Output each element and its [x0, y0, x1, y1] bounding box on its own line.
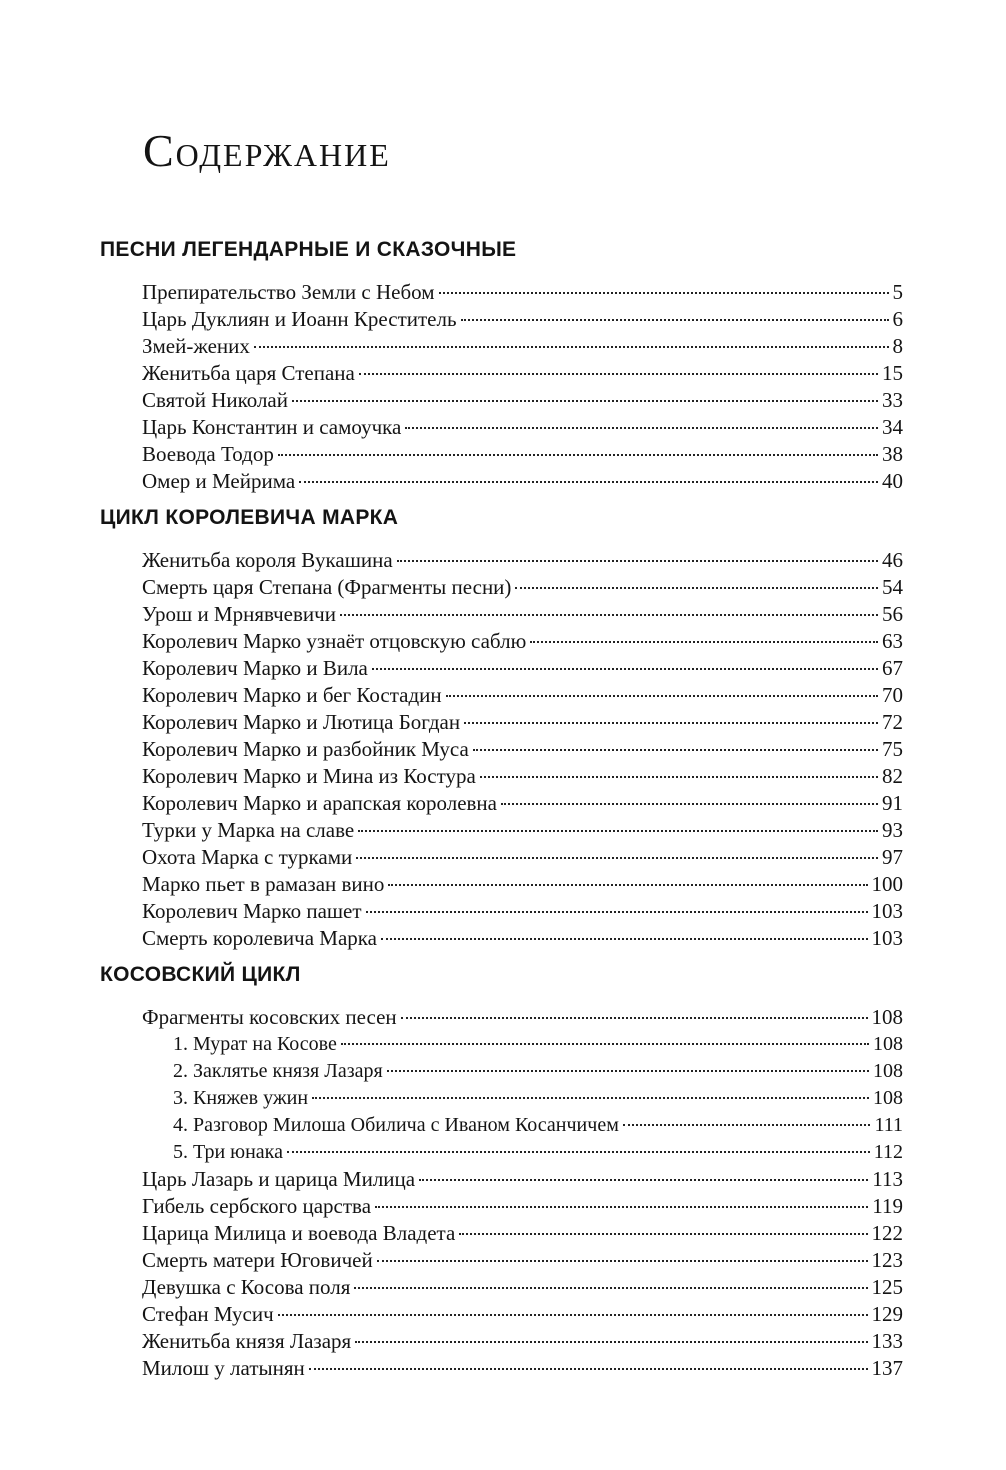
entry-title: Девушка с Косова поля [142, 1275, 351, 1299]
page-number: 108 [873, 1087, 903, 1109]
page-number: 82 [882, 764, 903, 788]
toc-subentry[interactable] [100, 1112, 903, 1139]
toc-entry[interactable] [100, 925, 903, 952]
section-heading: КОСОВСКИЙ ЦИКЛ [100, 963, 301, 986]
dot-leader [464, 722, 878, 724]
entry-title: Смерть королевича Марка [142, 926, 377, 950]
dot-leader [278, 1314, 868, 1316]
toc-entry[interactable] [100, 360, 903, 387]
page-number: 15 [882, 361, 903, 385]
dot-leader [299, 481, 878, 483]
page-title: Содержание [143, 125, 391, 176]
page-number: 6 [892, 307, 903, 331]
toc-entry[interactable] [100, 898, 903, 925]
entry-title: Гибель сербского царства [142, 1194, 372, 1218]
page-number: 137 [871, 1356, 903, 1380]
entry-title: Турки у Марка на славе [142, 818, 355, 842]
dot-leader [359, 373, 878, 375]
page-number: 113 [872, 1167, 903, 1191]
entry-title: Женитьба царя Степана [142, 361, 355, 385]
toc-entry[interactable] [100, 574, 903, 601]
entry-title: Омер и Мейрима [142, 469, 296, 493]
toc-entry[interactable] [100, 1355, 903, 1382]
entry-title: Королевич Марко пашет [142, 899, 362, 923]
toc-section [100, 504, 903, 952]
toc-entry[interactable] [100, 709, 903, 736]
toc-subentry[interactable] [100, 1058, 903, 1085]
entry-title: Царь Лазарь и царица Милица [142, 1167, 416, 1191]
page-number: 125 [871, 1275, 903, 1299]
dot-leader [278, 454, 878, 456]
page-number: 46 [882, 548, 903, 572]
dot-leader [340, 614, 878, 616]
entry-title: Королевич Марко и разбойник Муса [142, 737, 469, 761]
page-number: 108 [873, 1060, 903, 1082]
toc-entry[interactable] [100, 1247, 903, 1274]
dot-leader [473, 749, 878, 751]
dot-leader [254, 346, 889, 348]
page-number: 40 [882, 469, 903, 493]
dot-leader [480, 776, 878, 778]
dot-leader [419, 1179, 868, 1181]
page-number: 38 [882, 442, 903, 466]
toc-entry[interactable] [100, 1301, 903, 1328]
entry-title: 1. Мурат на Косове [173, 1033, 337, 1055]
dot-leader [387, 1070, 869, 1072]
toc-entry[interactable] [100, 387, 903, 414]
toc-entry[interactable] [100, 655, 903, 682]
dot-leader [397, 560, 878, 562]
dot-leader [356, 857, 878, 859]
toc-entry[interactable] [100, 1274, 903, 1301]
page-number: 103 [871, 899, 903, 923]
table-of-contents [100, 236, 903, 1382]
dot-leader [354, 1287, 867, 1289]
entry-title: Королевич Марко и Мина из Костура [142, 764, 476, 788]
section-heading: ЦИКЛ КОРОЛЕВИЧА МАРКА [100, 506, 399, 529]
toc-entry[interactable] [100, 1220, 903, 1247]
toc-subentry[interactable] [100, 1085, 903, 1112]
page-number: 119 [872, 1194, 903, 1218]
page-number: 108 [871, 1005, 903, 1029]
entry-title: Змей-жених [142, 334, 250, 358]
toc-entry[interactable] [100, 601, 903, 628]
dot-leader [530, 641, 878, 643]
dot-leader [287, 1151, 870, 1153]
page-number: 75 [882, 737, 903, 761]
dot-leader [459, 1233, 867, 1235]
entry-title: Смерть царя Степана (Фрагменты песни) [142, 575, 512, 599]
page-number: 133 [871, 1329, 903, 1353]
dot-leader [401, 1017, 868, 1019]
toc-section [100, 961, 903, 1382]
page-number: 129 [871, 1302, 903, 1326]
entry-title: Женитьба короля Вукашина [142, 548, 393, 572]
toc-subentry[interactable] [100, 1139, 903, 1166]
page-number: 63 [882, 629, 903, 653]
entry-title: Охота Марка с турками [142, 845, 353, 869]
toc-entry[interactable] [100, 1166, 903, 1193]
entry-title: Святой Николай [142, 388, 288, 412]
dot-leader [366, 911, 868, 913]
dot-leader [388, 884, 867, 886]
dot-leader [439, 292, 889, 294]
entry-title: Королевич Марко и арапская королевна [142, 791, 497, 815]
entry-title: Царь Константин и самоучка [142, 415, 402, 439]
dot-leader [461, 319, 889, 321]
toc-entry[interactable] [100, 333, 903, 360]
toc-entry[interactable] [100, 763, 903, 790]
page-number: 54 [882, 575, 903, 599]
toc-entry[interactable] [100, 547, 903, 574]
dot-leader [446, 695, 878, 697]
toc-entry[interactable] [100, 736, 903, 763]
toc-section [100, 236, 903, 495]
page-number: 93 [882, 818, 903, 842]
page-number: 56 [882, 602, 903, 626]
dot-leader [623, 1124, 871, 1126]
entry-title: Царь Дуклиян и Иоанн Креститель [142, 307, 457, 331]
toc-entry[interactable] [100, 1193, 903, 1220]
toc-entry[interactable] [100, 790, 903, 817]
page-number: 112 [873, 1141, 903, 1163]
dot-leader [309, 1368, 868, 1370]
page-number: 97 [882, 845, 903, 869]
entry-title: 2. Заклятье князя Лазаря [173, 1060, 383, 1082]
section-heading: ПЕСНИ ЛЕГЕНДАРНЫЕ И СКАЗОЧНЫЕ [100, 238, 517, 261]
entry-title: 4. Разговор Милоша Обилича с Иваном Косанчичем [173, 1114, 619, 1136]
entry-title: 3. Княжев ужин [173, 1087, 309, 1109]
entry-title: Урош и Мрнявчевичи [142, 602, 336, 626]
toc-entry[interactable] [100, 306, 903, 333]
toc-entry[interactable] [100, 1004, 903, 1031]
page-number: 8 [892, 334, 903, 358]
page-number: 108 [873, 1033, 903, 1055]
entry-title: Королевич Марко и бег Костадин [142, 683, 442, 707]
dot-leader [292, 400, 878, 402]
entry-title: Королевич Марко узнаёт отцовскую саблю [142, 629, 527, 653]
toc-entry[interactable] [100, 628, 903, 655]
toc-subentry[interactable] [100, 1031, 903, 1058]
dot-leader [372, 668, 878, 670]
dot-leader [312, 1097, 869, 1099]
entry-title: Стефан Мусич [142, 1302, 274, 1326]
entry-title: Смерть матери Юговичей [142, 1248, 373, 1272]
toc-entry[interactable] [100, 682, 903, 709]
toc-entry[interactable] [100, 844, 903, 871]
page-number: 123 [871, 1248, 903, 1272]
page-number: 34 [882, 415, 903, 439]
dot-leader [375, 1206, 868, 1208]
entry-title: Милош у латынян [142, 1356, 305, 1380]
toc-entry[interactable] [100, 817, 903, 844]
dot-leader [358, 830, 878, 832]
dot-leader [381, 938, 868, 940]
entry-title: Царица Милица и воевода Владета [142, 1221, 456, 1245]
page-number: 111 [874, 1114, 903, 1136]
entry-title: Марко пьет в рамазан вино [142, 872, 385, 896]
page-number: 67 [882, 656, 903, 680]
page-number: 5 [892, 280, 903, 304]
page-number: 33 [882, 388, 903, 412]
page-number: 91 [882, 791, 903, 815]
entry-title: Воевода Тодор [142, 442, 274, 466]
dot-leader [355, 1341, 867, 1343]
page-number: 72 [882, 710, 903, 734]
toc-entry[interactable] [100, 468, 903, 495]
entry-title: 5. Три юнака [173, 1141, 283, 1163]
dot-leader [377, 1260, 868, 1262]
page-number: 122 [871, 1221, 903, 1245]
entry-title: Фрагменты косовских песен [142, 1005, 397, 1029]
entry-title: Королевич Марко и Вила [142, 656, 368, 680]
entry-title: Женитьба князя Лазаря [142, 1329, 352, 1353]
page-number: 70 [882, 683, 903, 707]
page-number: 100 [871, 872, 903, 896]
dot-leader [501, 803, 878, 805]
entry-title: Препирательство Земли с Небом [142, 280, 435, 304]
dot-leader [405, 427, 878, 429]
toc-entry[interactable] [100, 871, 903, 898]
toc-entry[interactable] [100, 414, 903, 441]
dot-leader [515, 587, 878, 589]
page-number: 103 [871, 926, 903, 950]
entry-title: Королевич Марко и Лютица Богдан [142, 710, 461, 734]
dot-leader [341, 1043, 869, 1045]
toc-entry[interactable] [100, 441, 903, 468]
toc-entry[interactable] [100, 279, 903, 306]
toc-entry[interactable] [100, 1328, 903, 1355]
